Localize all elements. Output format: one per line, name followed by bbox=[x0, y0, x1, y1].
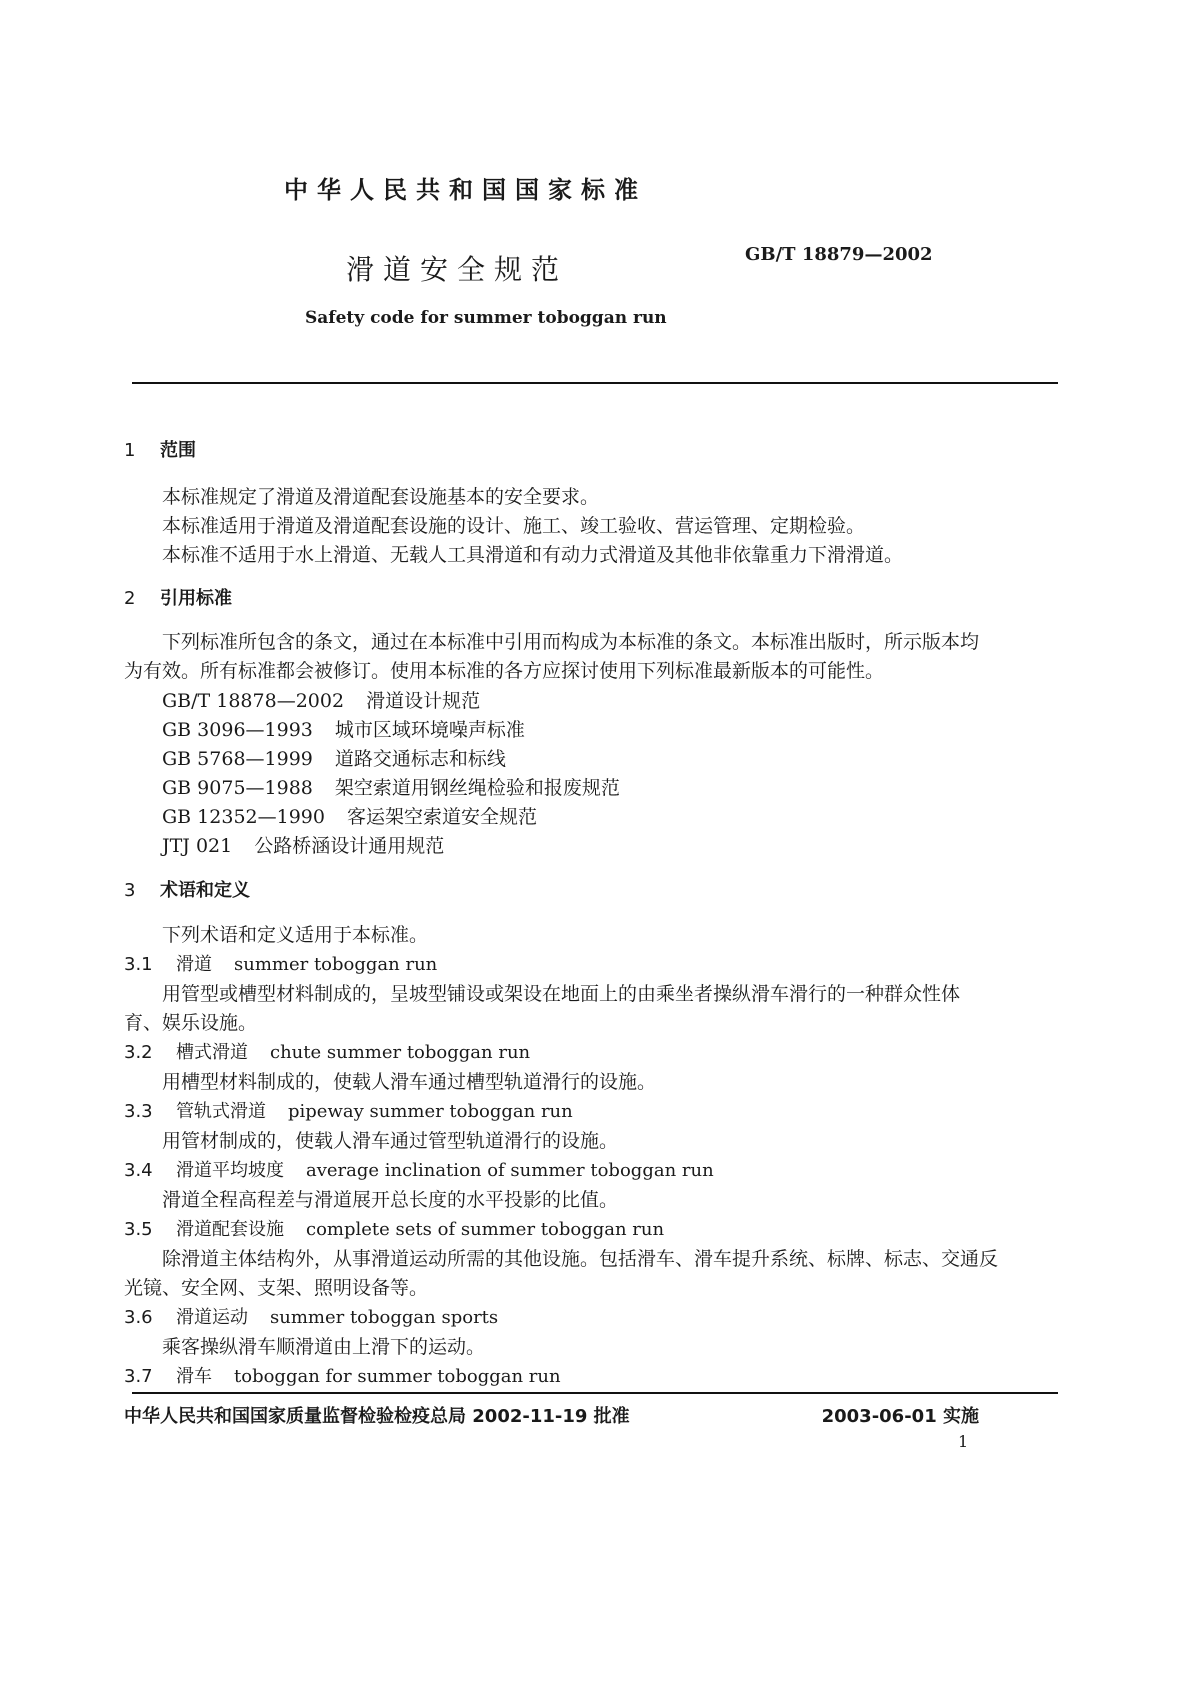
term-heading bbox=[124, 1362, 561, 1388]
paragraph: 本标准不适用于水上滑道、无载人工具滑道和有动力式滑道及其他非依靠重力下滑滑道。 bbox=[162, 544, 904, 566]
national-standard-heading: 中华人民共和国国家标准 bbox=[284, 176, 647, 204]
paragraph: 下列标准所包含的条文，通过在本标准中引用而构成为本标准的条文。本标准出版时，所示版本均 bbox=[162, 631, 980, 653]
term-english: toboggan for summer toboggan run bbox=[234, 1366, 561, 1387]
reference-title: 城市区域环境噪声标准 bbox=[334, 719, 525, 741]
term-number: 3.5 bbox=[124, 1219, 153, 1240]
term-heading bbox=[124, 1215, 664, 1241]
term-definition: 用管型或槽型材料制成的，呈坡型铺设或架设在地面上的由乘坐者操纵滑车滑行的一种群众性体 bbox=[162, 983, 961, 1005]
section-title: 术语和定义 bbox=[160, 880, 250, 901]
paragraph: 本标准适用于滑道及滑道配套设施的设计、施工、竣工验收、营运管理、定期检验。 bbox=[162, 515, 866, 537]
section-number: 3 bbox=[124, 880, 136, 901]
term-english: summer toboggan run bbox=[234, 954, 438, 975]
term-number: 3.1 bbox=[124, 954, 153, 975]
term-chinese: 槽式滑道 bbox=[176, 1042, 248, 1063]
term-definition: 用槽型材料制成的，使载人滑车通过槽型轨道滑行的设施。 bbox=[162, 1071, 657, 1093]
reference-item bbox=[162, 773, 620, 800]
paragraph: 本标准规定了滑道及滑道配套设施基本的安全要求。 bbox=[162, 486, 600, 508]
term-chinese: 滑道运动 bbox=[176, 1307, 248, 1328]
section-1-heading bbox=[124, 436, 196, 462]
term-definition: 用管材制成的，使载人滑车通过管型轨道滑行的设施。 bbox=[162, 1130, 619, 1152]
reference-item bbox=[162, 744, 506, 771]
term-definition: 乘客操纵滑车顺滑道由上滑下的运动。 bbox=[162, 1336, 486, 1358]
reference-code: JTJ 021 bbox=[162, 835, 233, 857]
section-2-heading bbox=[124, 584, 232, 610]
reference-item bbox=[162, 686, 480, 713]
reference-code: GB 12352—1990 bbox=[162, 806, 325, 828]
effective-date: 2003-06-01 实施 bbox=[821, 1406, 979, 1427]
section-title: 范围 bbox=[160, 440, 196, 461]
reference-title: 客运架空索道安全规范 bbox=[346, 806, 537, 828]
term-number: 3.3 bbox=[124, 1101, 153, 1122]
reference-title: 滑道设计规范 bbox=[366, 690, 481, 712]
term-heading bbox=[124, 950, 437, 976]
term-number: 3.6 bbox=[124, 1307, 153, 1328]
term-definition: 滑道全程高程差与滑道展开总长度的水平投影的比值。 bbox=[162, 1189, 619, 1211]
reference-title: 架空索道用钢丝绳检验和报废规范 bbox=[334, 777, 620, 799]
reference-title: 道路交通标志和标线 bbox=[334, 748, 506, 770]
reference-code: GB 9075—1988 bbox=[162, 777, 313, 799]
reference-code: GB 3096—1993 bbox=[162, 719, 313, 741]
document-title: 滑道安全规范 bbox=[346, 253, 569, 286]
paragraph: 下列术语和定义适用于本标准。 bbox=[162, 924, 429, 946]
term-chinese: 滑道配套设施 bbox=[176, 1219, 284, 1240]
paragraph: 为有效。所有标准都会被修订。使用本标准的各方应探讨使用下列标准最新版本的可能性。 bbox=[124, 660, 885, 682]
term-definition: 育、娱乐设施。 bbox=[124, 1012, 258, 1034]
term-chinese: 滑道 bbox=[176, 954, 212, 975]
section-3-heading bbox=[124, 876, 250, 902]
term-number: 3.4 bbox=[124, 1160, 153, 1181]
footer-divider bbox=[132, 1392, 1058, 1394]
term-english: pipeway summer toboggan run bbox=[288, 1101, 573, 1122]
english-title: Safety code for summer toboggan run bbox=[305, 308, 667, 328]
section-number: 2 bbox=[124, 588, 136, 609]
section-title: 引用标准 bbox=[160, 588, 232, 609]
reference-code: GB/T 18878—2002 bbox=[162, 690, 345, 712]
standard-code: GB/T 18879—2002 bbox=[745, 244, 933, 265]
reference-code: GB 5768—1999 bbox=[162, 748, 313, 770]
term-heading bbox=[124, 1303, 498, 1329]
term-number: 3.2 bbox=[124, 1042, 153, 1063]
term-definition: 除滑道主体结构外，从事滑道运动所需的其他设施。包括滑车、滑车提升系统、标牌、标志、交通反 bbox=[162, 1248, 999, 1270]
reference-title: 公路桥涵设计通用规范 bbox=[254, 835, 445, 857]
term-english: average inclination of summer toboggan run bbox=[306, 1160, 714, 1181]
term-english: summer toboggan sports bbox=[270, 1307, 499, 1328]
reference-item bbox=[162, 802, 537, 829]
approval-line: 中华人民共和国国家质量监督检验检疫总局 2002-11-19 批准 bbox=[124, 1406, 630, 1427]
header-divider bbox=[132, 382, 1058, 384]
term-heading bbox=[124, 1038, 530, 1064]
term-chinese: 滑车 bbox=[176, 1366, 212, 1387]
section-number: 1 bbox=[124, 440, 136, 461]
term-chinese: 管轨式滑道 bbox=[176, 1101, 266, 1122]
term-heading bbox=[124, 1097, 573, 1123]
reference-item bbox=[162, 831, 444, 858]
term-heading bbox=[124, 1156, 714, 1182]
term-english: chute summer toboggan run bbox=[270, 1042, 531, 1063]
term-english: complete sets of summer toboggan run bbox=[306, 1219, 665, 1240]
term-number: 3.7 bbox=[124, 1366, 153, 1387]
reference-item bbox=[162, 715, 525, 742]
term-chinese: 滑道平均坡度 bbox=[176, 1160, 284, 1181]
term-definition: 光镜、安全网、支架、照明设备等。 bbox=[124, 1277, 429, 1299]
page-number: 1 bbox=[958, 1432, 969, 1451]
